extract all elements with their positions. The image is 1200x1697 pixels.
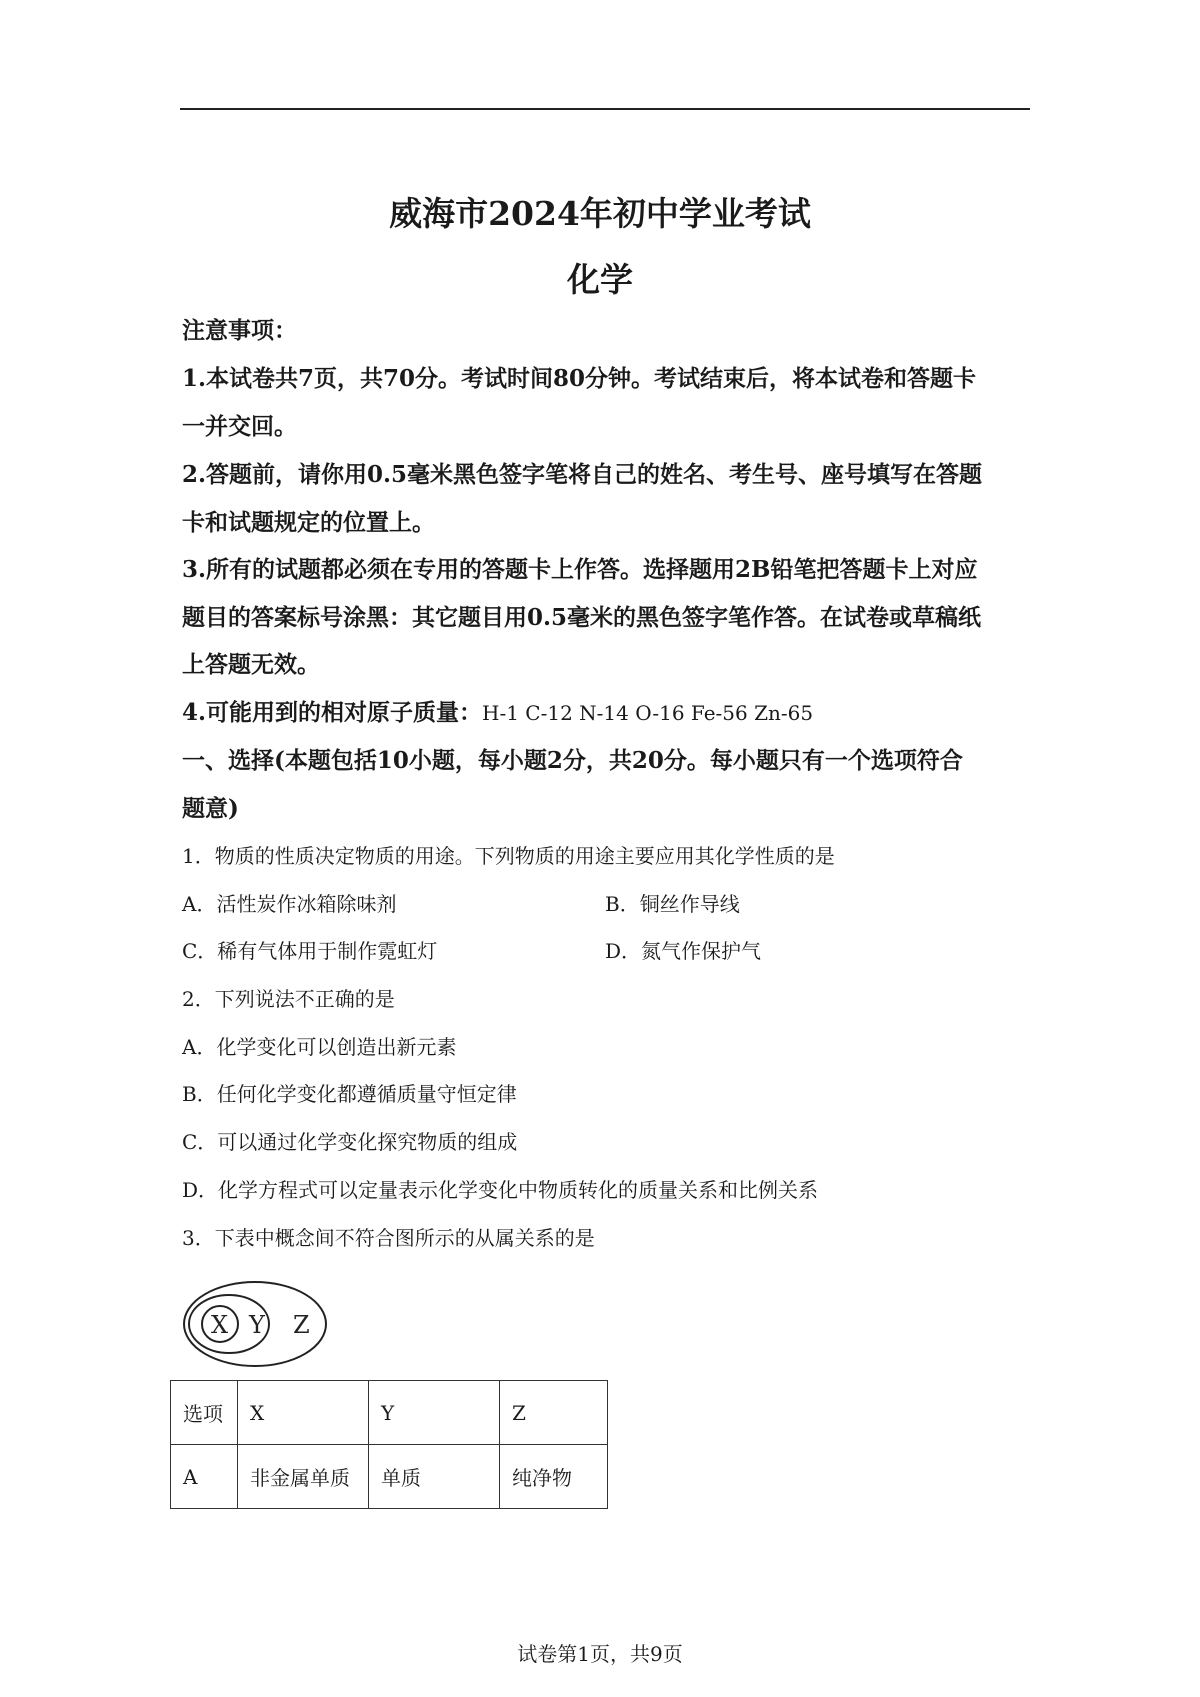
notice-item-3-line-3: 上答题无效。 bbox=[182, 651, 320, 678]
atomic-masses: H-1 C-12 N-14 O-16 Fe-56 Zn-65 bbox=[482, 701, 814, 725]
table-header-cell: X bbox=[238, 1381, 369, 1445]
notice-heading: 注意事项： bbox=[182, 317, 297, 344]
venn-label-z: Z bbox=[293, 1311, 310, 1339]
venn-label-x: X bbox=[211, 1311, 229, 1339]
venn-diagram bbox=[182, 1277, 332, 1377]
table-row bbox=[171, 1445, 608, 1509]
notice-item-1-line-1: 1.本试卷共7页，共70分。考试时间80分钟。考试结束后，将本试卷和答题卡 bbox=[182, 365, 977, 392]
exam-title: 威海市2024年初中学业考试 bbox=[389, 194, 811, 233]
q2-option-c: C．可以通过化学变化探究物质的组成 bbox=[182, 1130, 518, 1154]
q2-option-d: D．化学方程式可以定量表示化学变化中物质转化的质量关系和比例关系 bbox=[182, 1178, 819, 1202]
q2-option-b: B．任何化学变化都遵循质量守恒定律 bbox=[182, 1082, 517, 1106]
q1-option-d: D．氮气作保护气 bbox=[605, 939, 762, 963]
table-header-cell: Y bbox=[369, 1381, 500, 1445]
notice-item-2-line-2: 卡和试题规定的位置上。 bbox=[182, 509, 435, 536]
table-cell: A bbox=[171, 1445, 238, 1509]
q1-option-a: A．活性炭作冰箱除味剂 bbox=[182, 892, 397, 916]
q3-table bbox=[170, 1380, 608, 1509]
table-cell: 纯净物 bbox=[500, 1445, 608, 1509]
q1-option-b: B．铜丝作导线 bbox=[605, 892, 740, 916]
section-1-heading-line-1: 一、选择(本题包括10小题，每小题2分，共20分。每小题只有一个选项符合 bbox=[182, 747, 963, 774]
table-header-cell: Z bbox=[500, 1381, 608, 1445]
header-rule bbox=[180, 108, 1030, 110]
q2-stem: 2．下列说法不正确的是 bbox=[182, 987, 395, 1011]
notice-item-3-line-2: 题目的答案标号涂黑：其它题目用0.5毫米的黑色签字笔作答。在试卷或草稿纸 bbox=[182, 604, 982, 631]
table-cell: 单质 bbox=[369, 1445, 500, 1509]
table-header-cell: 选项 bbox=[171, 1381, 238, 1445]
notice-item-2-line-1: 2.答题前，请你用0.5毫米黑色签字笔将自己的姓名、考生号、座号填写在答题 bbox=[182, 461, 983, 488]
table-cell: 非金属单质 bbox=[238, 1445, 369, 1509]
table-header-row bbox=[171, 1381, 608, 1445]
q2-option-a: A．化学变化可以创造出新元素 bbox=[182, 1035, 457, 1059]
notice-item-4 bbox=[182, 694, 813, 727]
subject-title: 化学 bbox=[567, 260, 633, 299]
q3-stem: 3．下表中概念间不符合图所示的从属关系的是 bbox=[182, 1226, 595, 1250]
notice-item-4-label: 4.可能用到的相对原子质量： bbox=[182, 699, 483, 726]
venn-label-y: Y bbox=[249, 1311, 265, 1339]
q1-stem: 1．物质的性质决定物质的用途。下列物质的用途主要应用其化学性质的是 bbox=[182, 844, 835, 868]
q1-option-c: C．稀有气体用于制作霓虹灯 bbox=[182, 939, 438, 963]
section-1-heading-line-2: 题意) bbox=[182, 795, 239, 822]
page-footer: 试卷第1页，共9页 bbox=[517, 1642, 683, 1666]
notice-item-3-line-1: 3.所有的试题都必须在专用的答题卡上作答。选择题用2B铅笔把答题卡上对应 bbox=[182, 556, 978, 583]
notice-item-1-line-2: 一并交回。 bbox=[182, 413, 297, 440]
